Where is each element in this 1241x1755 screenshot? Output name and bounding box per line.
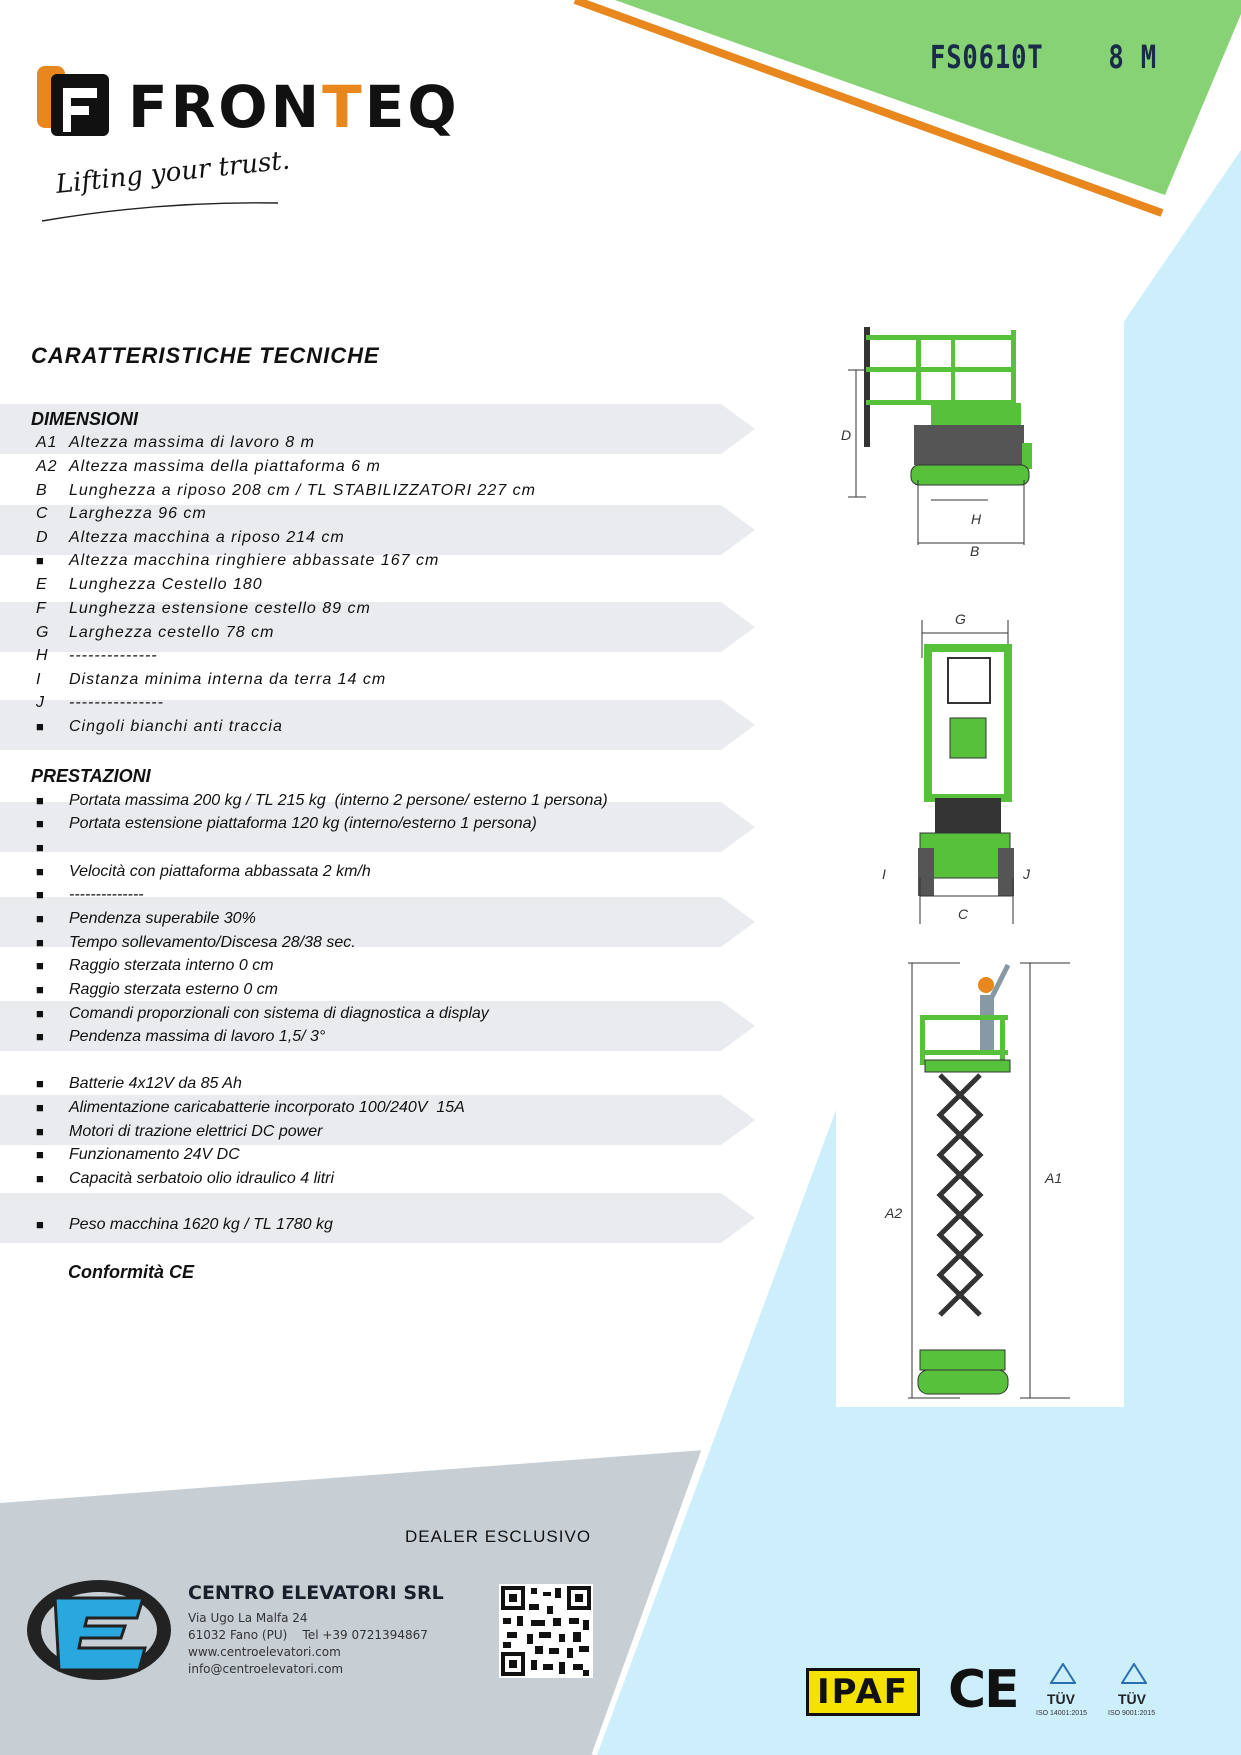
dealer-address: Via Ugo La Malfa 24 bbox=[188, 1611, 308, 1625]
dealer-email[interactable]: info@centroelevatori.com bbox=[188, 1662, 344, 1676]
performance-row: ■ Portata massima 200 kg / TL 215 kg (interno 2 persone/ esterno 1 persona) bbox=[36, 792, 608, 809]
brand-name: FRONTEQ bbox=[128, 73, 460, 141]
tuv-iso-1: ISO 14001:2015 bbox=[1036, 1710, 1087, 1717]
dimension-row: H -------------- bbox=[36, 647, 158, 664]
label-j: J bbox=[1023, 866, 1030, 882]
dealer-website[interactable]: www.centroelevatori.com bbox=[188, 1645, 341, 1659]
label-d: D bbox=[841, 427, 852, 443]
performance-row: ■ Tempo sollevamento/Discesa 28/38 sec. bbox=[36, 934, 356, 951]
dimension-row: A1 Altezza massima di lavoro 8 m bbox=[36, 434, 315, 451]
performance-row: ■ Alimentazione caricabatterie incorporato 100/240V 15A bbox=[36, 1099, 465, 1116]
dimension-row: D Altezza macchina a riposo 214 cm bbox=[36, 529, 345, 546]
label-b: B bbox=[970, 543, 980, 559]
brand-tagline: Lifting your trust. bbox=[54, 145, 292, 200]
tuv-triangle-icon bbox=[1121, 1663, 1147, 1685]
label-h: H bbox=[971, 511, 982, 527]
performance-row: ■ Motori di trazione elettrici DC power bbox=[36, 1123, 323, 1140]
performance-row: ■ Peso macchina 1620 kg / TL 1780 kg bbox=[36, 1216, 333, 1233]
ce-mark: CE bbox=[948, 1660, 1018, 1720]
dimensions-title: DIMENSIONI bbox=[31, 409, 139, 429]
model-title: FS0610T 8 M bbox=[930, 38, 1157, 76]
performance-row: ■ bbox=[36, 840, 44, 855]
performance-row: ■ Raggio sterzata interno 0 cm bbox=[36, 957, 274, 974]
dimension-row: A2 Altezza massima della piattaforma 6 m bbox=[36, 458, 381, 475]
performance-row: ■ Batterie 4x12V da 85 Ah bbox=[36, 1075, 242, 1092]
label-c: C bbox=[958, 906, 969, 922]
dimension-row: E Lunghezza Cestello 180 bbox=[36, 576, 263, 593]
performance-row: ■ Pendenza massima di lavoro 1,5/ 3° bbox=[36, 1028, 326, 1045]
performance-row: ■ Comandi proporzionali con sistema di diagnostica a display bbox=[36, 1005, 489, 1022]
dimension-row: ■ Altezza macchina ringhiere abbassate 167 cm bbox=[36, 552, 440, 569]
tuv-triangle-icon bbox=[1050, 1663, 1076, 1685]
tuv-label-2: TÜV bbox=[1118, 1691, 1146, 1707]
performance-row: ■ Portata estensione piattaforma 120 kg (interno/esterno 1 persona) bbox=[36, 815, 537, 832]
ipaf-logo: IPAF bbox=[806, 1668, 920, 1716]
performance-row: ■ Velocità con piattaforma abbassata 2 km/h bbox=[36, 863, 371, 880]
centro-elevatori-logo bbox=[25, 1578, 175, 1683]
performance-row: ■ Capacità serbatoio olio idraulico 4 litri bbox=[36, 1170, 335, 1187]
performance-title: PRESTAZIONI bbox=[31, 766, 151, 786]
label-g: G bbox=[955, 611, 966, 627]
fronteq-f-icon bbox=[37, 66, 111, 138]
front-view-diagram bbox=[870, 608, 1070, 928]
side-view-diagram bbox=[836, 315, 1056, 565]
label-i: I bbox=[882, 866, 886, 882]
dimension-row: G Larghezza cestello 78 cm bbox=[36, 624, 275, 641]
dimension-row: B Lunghezza a riposo 208 cm / TL STABILIZZATORI 227 cm bbox=[36, 482, 536, 499]
tuv-iso-2: ISO 9001:2015 bbox=[1108, 1710, 1156, 1717]
dimension-row: ■ Cingoli bianchi anti traccia bbox=[36, 718, 283, 735]
raised-view-diagram bbox=[870, 955, 1070, 1405]
dimension-row: C Larghezza 96 cm bbox=[36, 505, 207, 522]
performance-row: ■ Funzionamento 24V DC bbox=[36, 1146, 240, 1163]
qr-code-icon bbox=[499, 1584, 593, 1678]
dimension-row: I Distanza minima interna da terra 14 cm bbox=[36, 671, 387, 688]
dealer-city-phone: 61032 Fano (PU) Tel +39 0721394867 bbox=[188, 1628, 428, 1642]
section-title: CARATTERISTICHE TECNICHE bbox=[31, 343, 380, 368]
dimension-row: J --------------- bbox=[36, 694, 164, 711]
dimension-row: F Lunghezza estensione cestello 89 cm bbox=[36, 600, 371, 617]
dealer-label: DEALER ESCLUSIVO bbox=[405, 1527, 592, 1546]
performance-row: ■ -------------- bbox=[36, 886, 144, 903]
label-a2: A2 bbox=[885, 1205, 903, 1221]
performance-row: ■ Raggio sterzata esterno 0 cm bbox=[36, 981, 278, 998]
label-a1: A1 bbox=[1045, 1170, 1063, 1186]
performance-row: ■ Pendenza superabile 30% bbox=[36, 910, 256, 927]
tuv-label-1: TÜV bbox=[1047, 1691, 1075, 1707]
conformity-ce: Conformità CE bbox=[68, 1262, 194, 1282]
tagline-swash bbox=[40, 195, 280, 225]
dealer-company: CENTRO ELEVATORI SRL bbox=[188, 1582, 444, 1604]
